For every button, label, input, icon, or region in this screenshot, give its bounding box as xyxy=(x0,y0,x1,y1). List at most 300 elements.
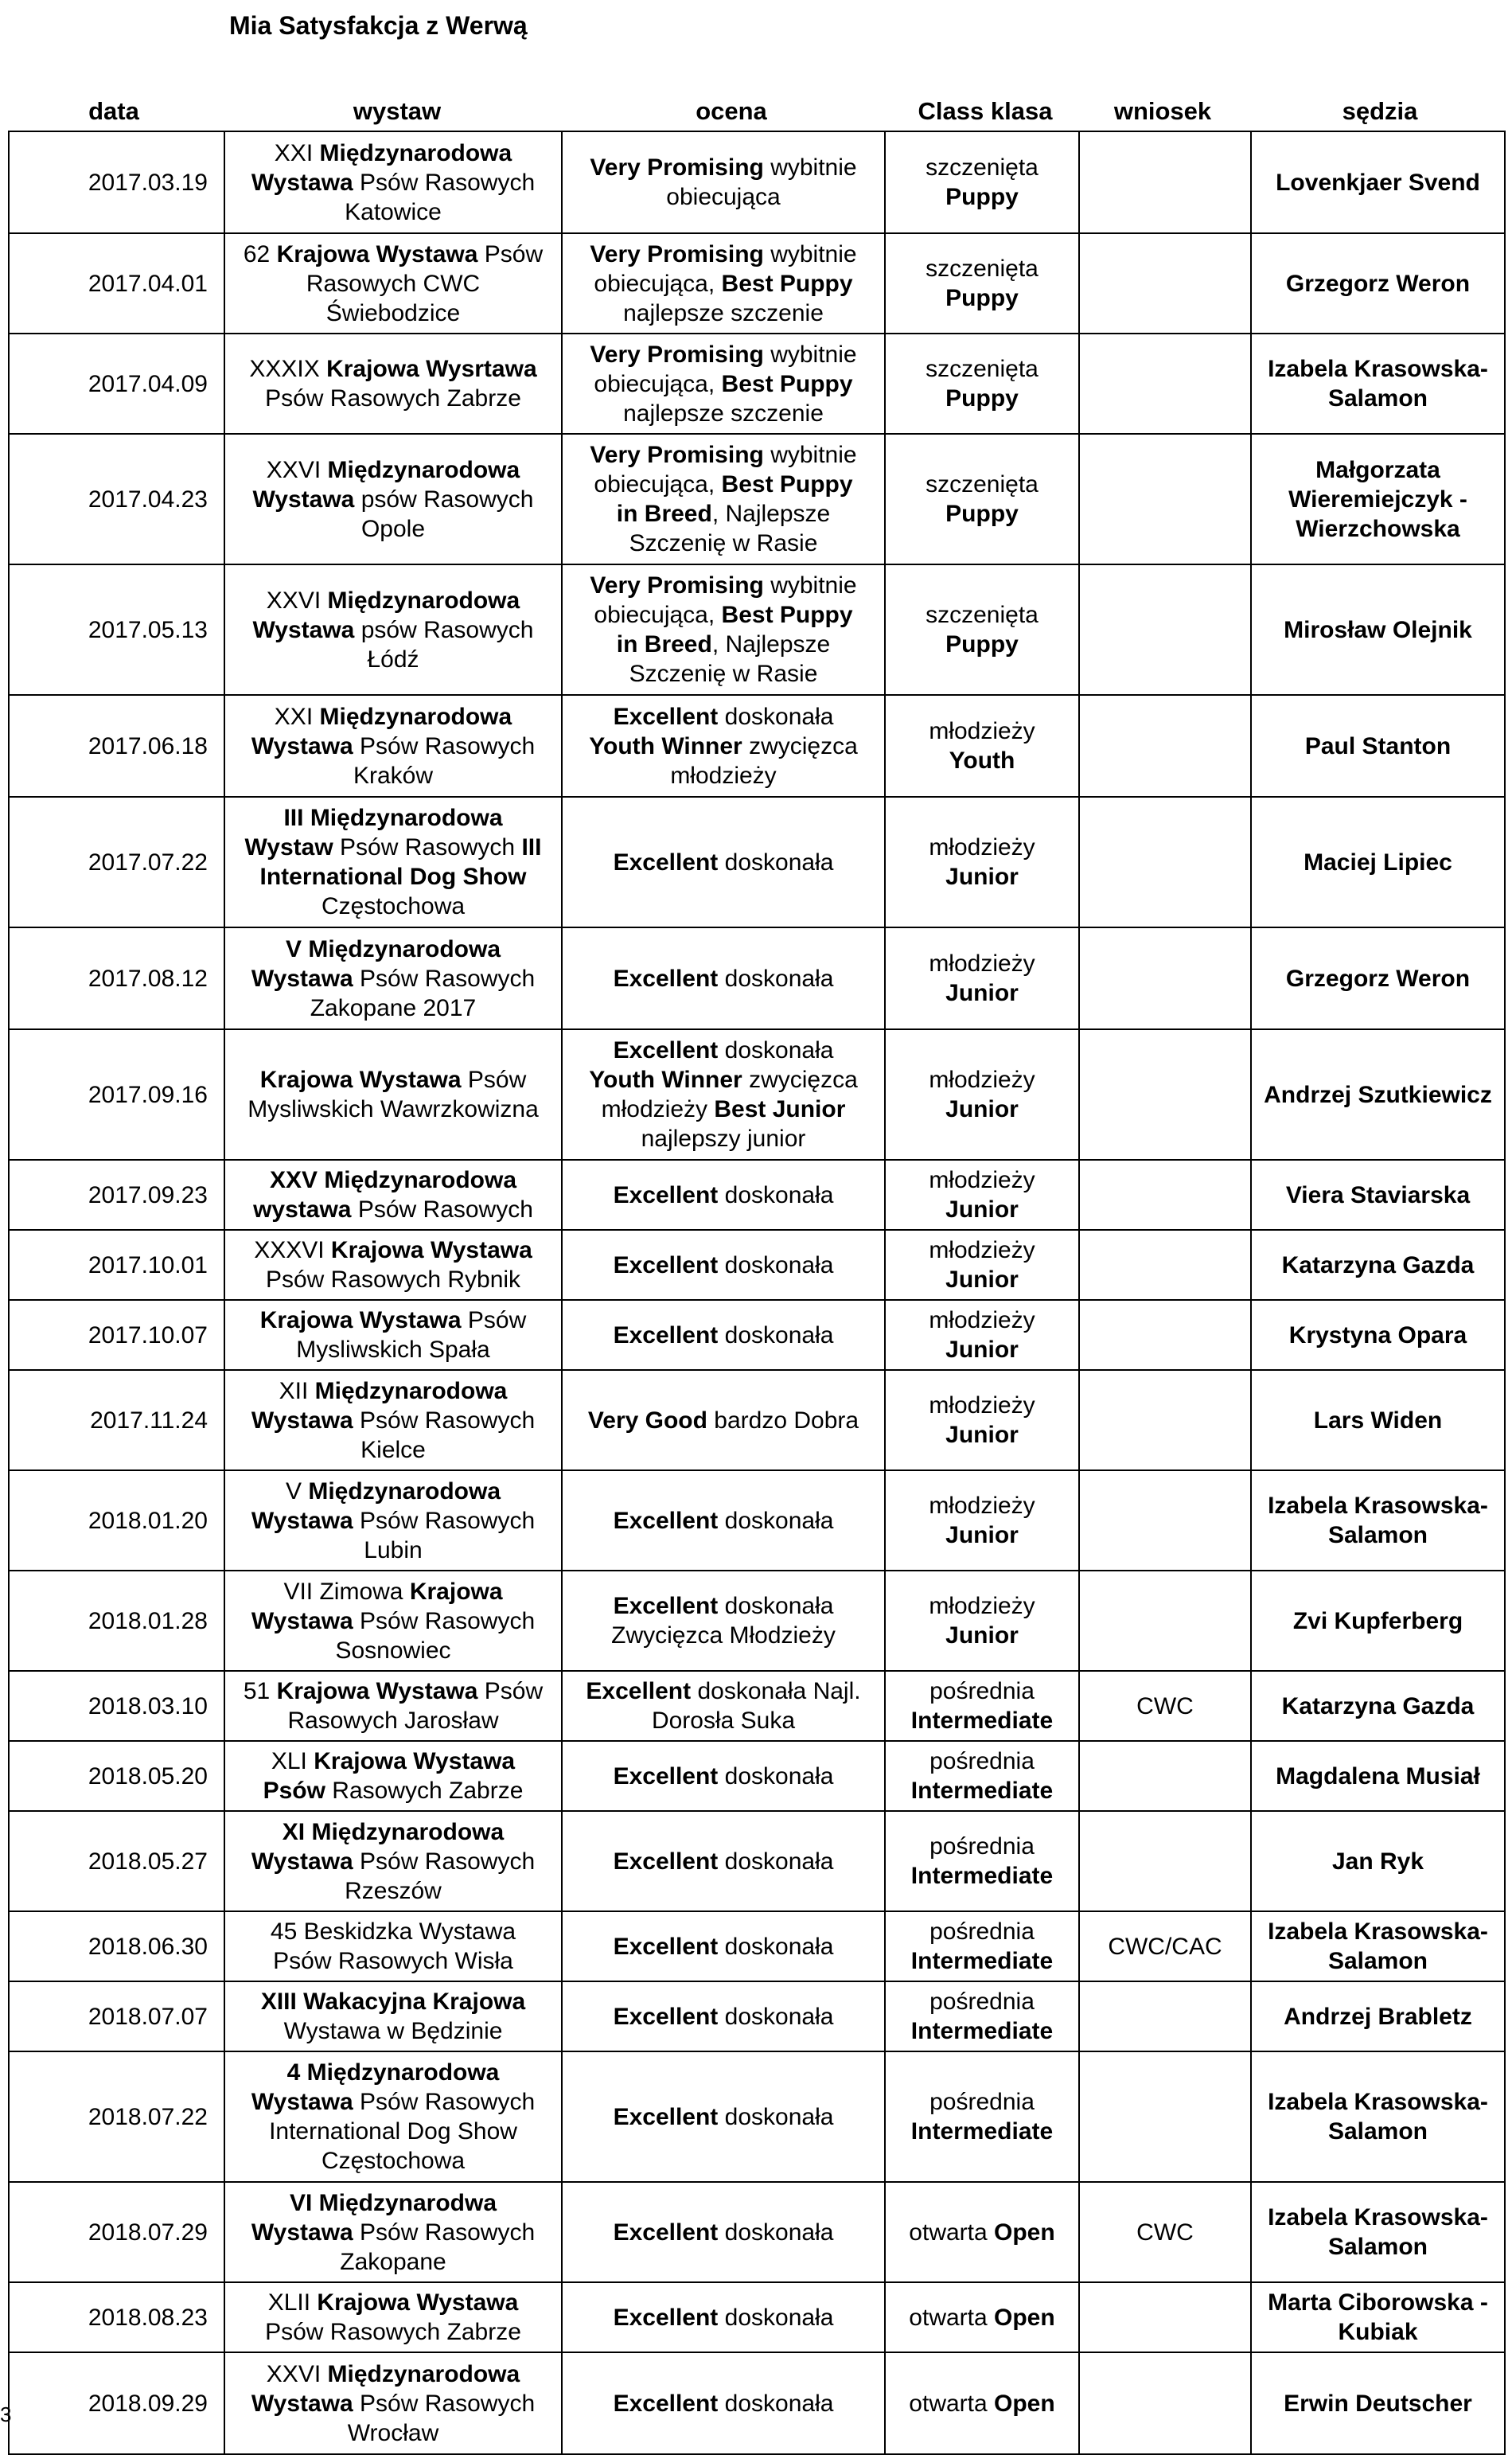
date-cell: 2017.08.12 xyxy=(9,927,224,1029)
show-cell-line xyxy=(230,1235,556,1265)
class-cell-text: młodzieży xyxy=(929,1493,1035,1519)
class-cell-text: Open xyxy=(994,2304,1055,2331)
grade-cell-line xyxy=(567,600,879,630)
show-cell-text: psów Rasowych xyxy=(360,486,534,513)
application-cell xyxy=(1079,1300,1251,1370)
class-cell-text: szczenięta xyxy=(926,602,1039,628)
class-cell-text: Puppy xyxy=(945,385,1019,412)
grade-cell-line xyxy=(567,240,879,269)
show-cell-text: Mysliwskich Wawrzkowizna xyxy=(247,1096,539,1122)
table-row xyxy=(9,334,1505,434)
show-cell xyxy=(224,1741,562,1811)
class-cell-line xyxy=(890,746,1074,775)
grade-cell-line xyxy=(567,440,879,470)
judge-cell xyxy=(1251,2282,1505,2352)
date-cell: 2018.01.28 xyxy=(9,1571,224,1671)
grade-cell-line xyxy=(567,2303,879,2332)
judge-cell xyxy=(1251,1230,1505,1300)
show-cell-text: XXXIX xyxy=(249,356,327,382)
show-cell-text: Rasowych Zabrze xyxy=(332,1778,524,1804)
show-cell-line xyxy=(230,1406,556,1435)
grade-cell-text: obiecująca, xyxy=(594,370,722,397)
judge-name: Grzegorz Weron xyxy=(1285,965,1471,992)
show-cell-text: VII Zimowa xyxy=(283,1578,410,1605)
grade-cell xyxy=(562,233,885,334)
judge-cell xyxy=(1251,2352,1505,2454)
show-cell xyxy=(224,1470,562,1571)
class-cell-line xyxy=(890,949,1074,978)
class-cell-line xyxy=(890,1095,1074,1124)
table-row xyxy=(9,434,1505,564)
judge-name: Andrzej Szutkiewicz xyxy=(1264,1081,1492,1108)
grade-cell-text: najlepszy junior xyxy=(641,1126,806,1152)
grade-cell-line xyxy=(567,571,879,600)
table-row xyxy=(9,1571,1505,1671)
grade-cell-text: najlepsze szczenie xyxy=(623,299,824,326)
header-date: data xyxy=(88,97,139,125)
show-cell-text: Krajowa Wystawa xyxy=(276,1678,485,1704)
show-cell-text: Lubin xyxy=(364,1536,423,1563)
judge-name: Erwin Deutscher xyxy=(1284,2390,1472,2417)
judge-name: Salamon xyxy=(1327,1522,1428,1548)
grade-cell-text: Excellent xyxy=(613,1037,725,1064)
grade-cell xyxy=(562,334,885,434)
table-row xyxy=(9,695,1505,797)
date-cell: 2017.06.18 xyxy=(9,695,224,797)
grade-cell-text: doskonała xyxy=(724,1321,834,1348)
grade-cell-text: Excellent xyxy=(613,1507,725,1534)
judge-cell xyxy=(1251,131,1505,233)
show-cell-text: 45 Beskidzka Wystawa xyxy=(270,1918,516,1945)
class-cell-text: szczenięta xyxy=(926,256,1039,282)
grade-cell-text: najlepsze szczenie xyxy=(623,400,824,427)
grade-cell-line xyxy=(567,964,879,993)
show-cell-text: 62 xyxy=(243,240,277,267)
grade-cell-text: Very Promising xyxy=(590,442,771,468)
header-application: wniosek xyxy=(1113,97,1212,125)
judge-name: Magdalena Musiał xyxy=(1276,1762,1480,1790)
judge-cell xyxy=(1251,1741,1505,1811)
judge-name: Wieremiejczyk - xyxy=(1288,486,1467,513)
show-cell-line xyxy=(230,139,556,168)
header-grade: ocena xyxy=(696,97,767,125)
show-cell-line xyxy=(230,803,556,833)
grade-cell xyxy=(562,1671,885,1741)
application-cell xyxy=(1079,1811,1251,1911)
judge-name: Maciej Lipiec xyxy=(1304,849,1452,876)
grade-cell-line xyxy=(567,1621,879,1650)
show-cell-text: Kielce xyxy=(360,1436,426,1463)
class-cell-text: młodzieży xyxy=(929,834,1035,861)
show-cell-line xyxy=(230,1335,556,1364)
table-row xyxy=(9,2051,1505,2182)
grade-cell xyxy=(562,434,885,564)
table-row xyxy=(9,2182,1505,2282)
grade-cell-line xyxy=(567,153,879,182)
class-cell-text: Junior xyxy=(945,1096,1019,1122)
grade-cell xyxy=(562,695,885,797)
show-cell-text: Psów Rasowych xyxy=(360,1607,536,1634)
grade-cell-line xyxy=(567,2218,879,2247)
class-cell-line xyxy=(890,1306,1074,1335)
show-cell-line xyxy=(230,485,556,514)
show-cell-line xyxy=(230,1606,556,1636)
grade-cell-text: Best Junior xyxy=(714,1096,846,1122)
show-cell-text: Wystawa w Będzinie xyxy=(283,2018,503,2044)
show-cell-text: Wystawa xyxy=(251,169,360,196)
judge-cell xyxy=(1251,927,1505,1029)
show-cell-text: Krajowa Wystawa xyxy=(259,1067,468,1093)
show-cell xyxy=(224,434,562,564)
class-cell-text: Junior xyxy=(945,1267,1019,1293)
class-cell-line xyxy=(890,2117,1074,2146)
judge-name: Mirosław Olejnik xyxy=(1284,616,1472,643)
class-cell-text: Intermediate xyxy=(910,2018,1054,2044)
grade-cell-line xyxy=(567,1676,879,1706)
judge-cell xyxy=(1251,1470,1505,1571)
class-cell-text: młodzieży xyxy=(929,1392,1035,1419)
show-cell-text: Psów xyxy=(263,1778,333,1804)
judge-cell xyxy=(1251,334,1505,434)
show-cell-line xyxy=(230,1506,556,1536)
show-cell-line xyxy=(230,2146,556,2176)
application-cell xyxy=(1079,2282,1251,2352)
class-cell-line xyxy=(890,1706,1074,1735)
show-cell xyxy=(224,2352,562,2454)
application-cell xyxy=(1079,1160,1251,1230)
show-cell-line xyxy=(230,1946,556,1976)
grade-cell-text: doskonała xyxy=(724,703,834,730)
grade-cell xyxy=(562,2182,885,2282)
class-cell-text: młodzieży xyxy=(929,1593,1035,1619)
show-cell-line xyxy=(230,1747,556,1776)
judge-name: Katarzyna Gazda xyxy=(1281,1692,1475,1719)
show-cell-line xyxy=(230,586,556,615)
show-cell-text: Psów Rasowych xyxy=(360,1848,536,1875)
show-cell-text: Międzynarodowa xyxy=(327,2360,520,2387)
date-cell: 2017.10.01 xyxy=(9,1230,224,1300)
show-cell-text: XLII xyxy=(267,2289,318,2316)
grade-cell-text: doskonała xyxy=(724,2304,834,2331)
application-cell xyxy=(1079,434,1251,564)
judge-cell xyxy=(1251,564,1505,695)
show-cell-line xyxy=(230,1817,556,1847)
class-cell xyxy=(885,434,1079,564)
class-cell-text: Puppy xyxy=(945,501,1019,527)
date-cell: 2017.04.09 xyxy=(9,334,224,434)
class-cell-line xyxy=(890,1987,1074,2016)
show-cell-line xyxy=(230,862,556,892)
show-cell-line xyxy=(230,1265,556,1294)
table-row xyxy=(9,1671,1505,1741)
show-cell-line xyxy=(230,892,556,921)
judge-cell xyxy=(1251,797,1505,927)
grade-cell-line xyxy=(567,1406,879,1435)
grade-cell xyxy=(562,1470,885,1571)
show-cell-line xyxy=(230,833,556,862)
grade-cell-text: Szczenię w Rasie xyxy=(629,530,818,556)
class-cell-line xyxy=(890,470,1074,499)
show-cell xyxy=(224,131,562,233)
grade-cell-text: Excellent xyxy=(613,703,725,730)
results-table-body xyxy=(9,131,1505,2454)
application-cell xyxy=(1079,131,1251,233)
class-cell-text: pośrednia xyxy=(929,1989,1035,2015)
show-cell-line xyxy=(230,2087,556,2117)
class-cell-line xyxy=(890,600,1074,630)
grade-cell-text: obiecująca xyxy=(666,184,781,210)
show-cell-text: Katowice xyxy=(345,198,442,225)
show-cell-text: Psów Rasowych xyxy=(340,834,522,861)
grade-cell-text: Excellent xyxy=(613,1181,725,1208)
table-row xyxy=(9,1741,1505,1811)
grade-cell-text: doskonała xyxy=(724,1181,834,1208)
class-cell-line xyxy=(890,1676,1074,1706)
grade-cell xyxy=(562,797,885,927)
grade-cell-line xyxy=(567,2102,879,2132)
grade-cell xyxy=(562,2352,885,2454)
show-cell-line xyxy=(230,761,556,790)
show-cell-line xyxy=(230,964,556,993)
show-cell-line xyxy=(230,1676,556,1706)
show-cell-text: 51 xyxy=(243,1678,277,1704)
class-cell-line xyxy=(890,1520,1074,1550)
grade-cell-text: obiecująca, xyxy=(594,471,722,498)
show-cell-line xyxy=(230,1536,556,1565)
date-cell: 2018.07.29 xyxy=(9,2182,224,2282)
show-cell-line xyxy=(230,1477,556,1506)
class-cell-text: szczenięta xyxy=(926,154,1039,181)
show-cell-line xyxy=(230,2218,556,2247)
class-cell-text: Intermediate xyxy=(910,1778,1054,1804)
grade-cell-line xyxy=(567,1506,879,1536)
class-cell-text: Junior xyxy=(945,1196,1019,1223)
show-cell-text: Wystawa xyxy=(251,1507,360,1534)
class-cell-line xyxy=(890,1491,1074,1520)
show-cell xyxy=(224,2051,562,2182)
grade-cell xyxy=(562,1300,885,1370)
grade-cell xyxy=(562,1981,885,2051)
show-cell-text: Mysliwskich Spała xyxy=(296,1337,490,1363)
judge-name: Izabela Krasowska- xyxy=(1268,2089,1488,2115)
date-cell: 2017.09.16 xyxy=(9,1029,224,1160)
class-cell-line xyxy=(890,354,1074,384)
class-cell xyxy=(885,233,1079,334)
judge-name: Kubiak xyxy=(1338,2319,1418,2345)
show-cell-text: Psów Rasowych xyxy=(360,2219,536,2246)
grade-cell-line xyxy=(567,1124,879,1153)
grade-cell-text: obiecująca, xyxy=(594,602,722,628)
table-row xyxy=(9,564,1505,695)
judge-name: Salamon xyxy=(1327,385,1428,412)
table-row xyxy=(9,1370,1505,1470)
show-cell-text: wystawa xyxy=(253,1196,358,1223)
grade-cell-line xyxy=(567,1251,879,1280)
class-cell xyxy=(885,1671,1079,1741)
class-cell-text: Junior xyxy=(945,1422,1019,1448)
grade-cell-line xyxy=(567,2002,879,2032)
grade-cell-line xyxy=(567,1762,879,1791)
grade-cell-text: Excellent xyxy=(613,2304,725,2331)
class-cell xyxy=(885,564,1079,695)
show-cell-text: Psów xyxy=(484,240,544,267)
judge-name: Izabela Krasowska- xyxy=(1268,2204,1488,2231)
show-cell-line xyxy=(230,1636,556,1665)
date-cell: 2017.05.13 xyxy=(9,564,224,695)
judge-cell xyxy=(1251,1671,1505,1741)
show-cell-text: Wystawa xyxy=(251,2089,360,2115)
grade-cell-text: in Breed xyxy=(616,501,712,527)
show-cell xyxy=(224,1981,562,2051)
class-cell-text: Intermediate xyxy=(910,2118,1054,2145)
grade-cell-text: doskonała xyxy=(724,1037,834,1064)
class-cell-line xyxy=(890,2303,1074,2332)
table-row xyxy=(9,2352,1505,2454)
grade-cell-text: wybitnie xyxy=(770,341,857,368)
date-cell: 2017.04.01 xyxy=(9,233,224,334)
class-cell-text: otwarta xyxy=(909,2304,995,2331)
judge-cell xyxy=(1251,1300,1505,1370)
grade-cell-text: Excellent xyxy=(613,965,725,992)
judge-cell xyxy=(1251,1029,1505,1160)
show-cell xyxy=(224,2182,562,2282)
judge-cell xyxy=(1251,1981,1505,2051)
class-cell-text: Junior xyxy=(945,1337,1019,1363)
grade-cell-text: Best Puppy xyxy=(721,270,853,297)
show-cell-text: Międzynarodowa xyxy=(314,1377,508,1404)
grade-cell-line xyxy=(567,1095,879,1124)
show-cell-line xyxy=(230,455,556,485)
grade-cell xyxy=(562,1370,885,1470)
class-cell-text: Puppy xyxy=(945,285,1019,311)
grade-cell xyxy=(562,1571,885,1671)
show-cell-line xyxy=(230,645,556,674)
grade-cell-text: Best Puppy xyxy=(721,471,853,498)
grade-cell xyxy=(562,131,885,233)
class-cell-line xyxy=(890,1065,1074,1095)
application-cell: CWC/CAC xyxy=(1079,1911,1251,1981)
show-cell-text: Międzynarodowa xyxy=(327,587,520,614)
grade-cell-line xyxy=(567,1847,879,1876)
class-cell-line xyxy=(890,1832,1074,1861)
grade-cell-text: Szczenię w Rasie xyxy=(629,661,818,687)
show-cell-text: Rasowych CWC xyxy=(306,270,481,297)
class-cell-text: pośrednia xyxy=(929,1678,1035,1704)
judge-name: Izabela Krasowska- xyxy=(1268,1493,1488,1519)
class-cell-line xyxy=(890,1420,1074,1450)
grade-cell-text: Excellent xyxy=(613,2003,725,2030)
grade-cell-text: Very Promising xyxy=(590,240,771,267)
date-cell: 2018.05.27 xyxy=(9,1811,224,1911)
grade-cell-text: bardzo Dobra xyxy=(714,1407,859,1434)
judge-cell xyxy=(1251,1911,1505,1981)
show-cell-line xyxy=(230,299,556,328)
show-cell-text: XXVI xyxy=(266,456,328,483)
show-cell-line xyxy=(230,1577,556,1606)
show-cell-text: Wystawa xyxy=(251,1407,360,1434)
class-cell-text: Open xyxy=(994,2390,1055,2417)
show-cell-text: psów Rasowych xyxy=(360,616,534,643)
class-cell-text: szczenięta xyxy=(926,471,1039,498)
class-cell xyxy=(885,2352,1079,2454)
grade-cell-text: Excellent xyxy=(613,2219,725,2246)
show-cell-text: Rzeszów xyxy=(345,1877,442,1904)
application-cell xyxy=(1079,1029,1251,1160)
judge-name: Zvi Kupferberg xyxy=(1292,1607,1463,1634)
judge-name: Viera Staviarska xyxy=(1285,1181,1471,1208)
grade-cell-line xyxy=(567,1591,879,1621)
grade-cell-line xyxy=(567,299,879,328)
show-cell-text: Psów Rasowych Wisła xyxy=(273,1948,513,1974)
table-row xyxy=(9,1811,1505,1911)
application-cell xyxy=(1079,1370,1251,1470)
date-cell: 2017.10.07 xyxy=(9,1300,224,1370)
show-cell-line xyxy=(230,615,556,645)
show-cell-text: Psów Rasowych xyxy=(360,2089,536,2115)
grade-cell-text: Dorosła Suka xyxy=(651,1708,796,1734)
class-cell-line xyxy=(890,978,1074,1008)
grade-cell xyxy=(562,2051,885,2182)
show-cell-text: International Dog Show xyxy=(259,864,527,890)
show-cell-line xyxy=(230,702,556,732)
grade-cell-text: zwycięzca xyxy=(749,732,858,759)
grade-cell-text: Excellent xyxy=(613,2390,725,2417)
show-cell-text: Psów Rasowych Rybnik xyxy=(265,1267,521,1293)
class-cell-text: szczenięta xyxy=(926,356,1039,382)
show-cell xyxy=(224,1811,562,1911)
class-cell xyxy=(885,2182,1079,2282)
date-cell: 2018.07.07 xyxy=(9,1981,224,2051)
class-cell xyxy=(885,1029,1079,1160)
grade-cell-line xyxy=(567,1181,879,1210)
show-cell xyxy=(224,1671,562,1741)
show-cell-text: Międzynarodowa xyxy=(319,703,512,730)
judge-name: Wierzchowska xyxy=(1296,515,1460,542)
class-cell-text: Junior xyxy=(945,864,1019,890)
application-cell xyxy=(1079,927,1251,1029)
show-cell xyxy=(224,1370,562,1470)
judge-name: Marta Ciborowska - xyxy=(1268,2289,1488,2316)
show-cell-line xyxy=(230,1065,556,1095)
date-cell: 2018.03.10 xyxy=(9,1671,224,1741)
class-cell-text: pośrednia xyxy=(929,1918,1035,1945)
class-cell xyxy=(885,131,1079,233)
class-cell xyxy=(885,1370,1079,1470)
class-cell-text: Intermediate xyxy=(910,1708,1054,1734)
show-cell-text: Krajowa Wysrtawa xyxy=(326,356,537,382)
class-cell xyxy=(885,2051,1079,2182)
application-cell xyxy=(1079,1470,1251,1571)
show-cell-text: Psów Rasowych xyxy=(360,2390,536,2417)
judge-name: Lovenkjaer Svend xyxy=(1276,169,1480,196)
grade-cell-text: Excellent xyxy=(613,1321,725,1348)
grade-cell-line xyxy=(567,1065,879,1095)
show-cell xyxy=(224,2282,562,2352)
class-cell xyxy=(885,1981,1079,2051)
show-cell-line xyxy=(230,1165,556,1195)
grade-cell-line xyxy=(567,182,879,212)
show-cell xyxy=(224,1230,562,1300)
results-table xyxy=(8,131,1506,2455)
class-cell-text: Open xyxy=(994,2219,1055,2246)
class-cell-line xyxy=(890,1776,1074,1805)
grade-cell-text: doskonała xyxy=(724,1762,834,1790)
show-cell-text: V xyxy=(285,935,309,962)
show-cell-text: XIII Wakacyjna Krajowa xyxy=(260,1989,526,2015)
class-cell xyxy=(885,1470,1079,1571)
show-cell-line xyxy=(230,2288,556,2317)
show-cell-line xyxy=(230,993,556,1023)
